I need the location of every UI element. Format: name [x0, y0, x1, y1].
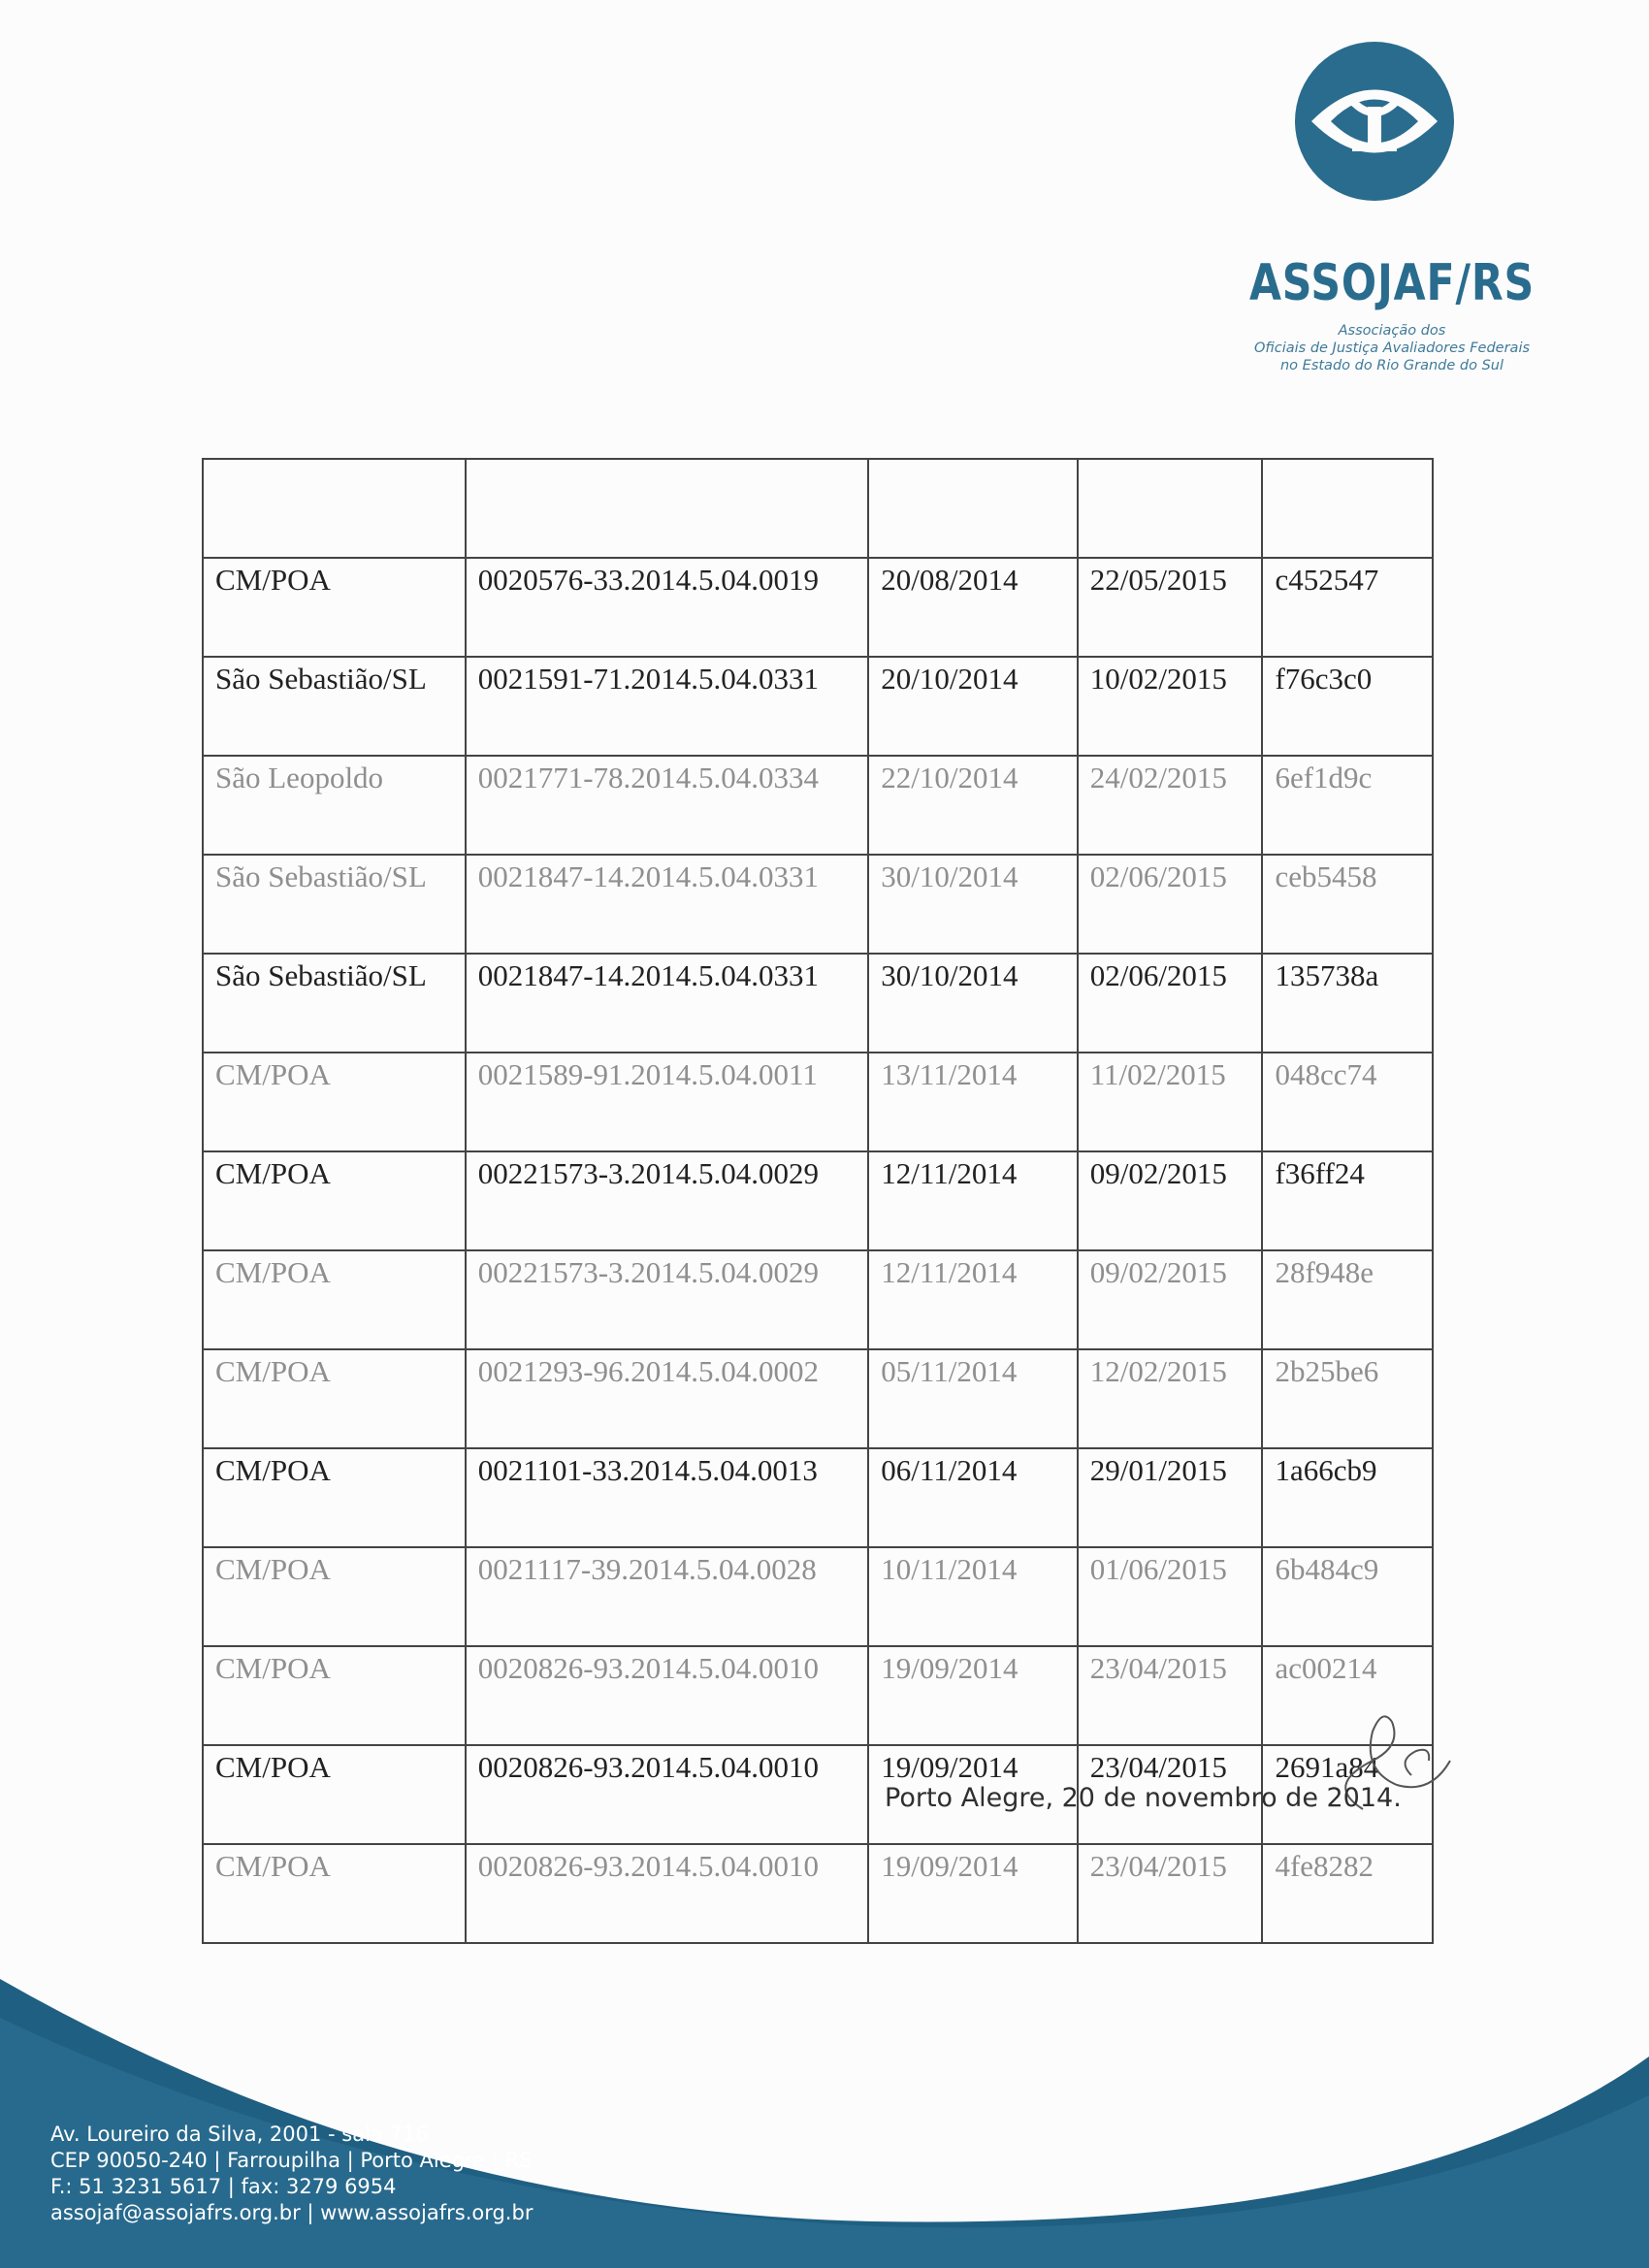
- end-date-cell: 22/05/2015: [1078, 558, 1263, 657]
- place-date-line: Porto Alegre, 20 de novembro de 2014.: [885, 1783, 1402, 1813]
- end-date-cell: 01/06/2015: [1078, 1547, 1263, 1646]
- start-date-cell: 05/11/2014: [868, 1349, 1077, 1448]
- start-date-cell: 06/11/2014: [868, 1448, 1077, 1547]
- start-date-cell: 30/10/2014: [868, 855, 1077, 954]
- table-row: [203, 1448, 1433, 1547]
- table-row: [203, 1349, 1433, 1448]
- header-start-date-cell: [868, 459, 1077, 558]
- start-date-cell: 20/08/2014: [868, 558, 1077, 657]
- org-subtitle-line2: Oficiais de Justiça Avaliadores Federais: [1253, 340, 1531, 356]
- code-cell: 6ef1d9c: [1262, 756, 1433, 855]
- end-date-cell: 11/02/2015: [1078, 1053, 1263, 1151]
- process-number-cell: 0021117-39.2014.5.04.0028: [466, 1547, 869, 1646]
- location-cell: CM/POA: [203, 558, 466, 657]
- footer-contact-links: [50, 2201, 533, 2224]
- code-cell: f36ff24: [1262, 1151, 1433, 1250]
- process-number-cell: 0020826-93.2014.5.04.0010: [466, 1844, 869, 1943]
- code-cell: 2b25be6: [1262, 1349, 1433, 1448]
- table-row: [203, 1547, 1433, 1646]
- start-date-cell: 19/09/2014: [868, 1844, 1077, 1943]
- table-row: [203, 657, 1433, 756]
- location-cell: CM/POA: [203, 1250, 466, 1349]
- process-number-cell: 0021293-96.2014.5.04.0002: [466, 1349, 869, 1448]
- start-date-cell: 12/11/2014: [868, 1250, 1077, 1349]
- footer-phone: F.: 51 3231 5617 | fax: 3279 6954: [50, 2175, 397, 2198]
- end-date-cell: 09/02/2015: [1078, 1151, 1263, 1250]
- code-cell: ac00214: [1262, 1646, 1433, 1745]
- process-number-cell: 0021589-91.2014.5.04.0011: [466, 1053, 869, 1151]
- process-table: [202, 458, 1434, 1944]
- location-cell: São Sebastião/SL: [203, 657, 466, 756]
- location-cell: CM/POA: [203, 1745, 466, 1844]
- process-number-cell: 00221573-3.2014.5.04.0029: [466, 1250, 869, 1349]
- header-end-date-cell: [1078, 459, 1263, 558]
- end-date-cell: 02/06/2015: [1078, 954, 1263, 1053]
- table-row: [203, 954, 1433, 1053]
- table-header-row: [203, 459, 1433, 558]
- process-number-cell: 0020826-93.2014.5.04.0010: [466, 1745, 869, 1844]
- code-cell: 1a66cb9: [1262, 1448, 1433, 1547]
- code-cell: f76c3c0: [1262, 657, 1433, 756]
- process-number-cell: 0021847-14.2014.5.04.0331: [466, 954, 869, 1053]
- table-row: [203, 756, 1433, 855]
- location-cell: CM/POA: [203, 1646, 466, 1745]
- location-cell: CM/POA: [203, 1151, 466, 1250]
- location-cell: CM/POA: [203, 1547, 466, 1646]
- location-cell: CM/POA: [203, 1844, 466, 1943]
- table-row: [203, 855, 1433, 954]
- code-cell: 048cc74: [1262, 1053, 1433, 1151]
- header-location-cell: [203, 459, 466, 558]
- process-number-cell: 00221573-3.2014.5.04.0029: [466, 1151, 869, 1250]
- process-number-cell: 0020576-33.2014.5.04.0019: [466, 558, 869, 657]
- end-date-cell: 02/06/2015: [1078, 855, 1263, 954]
- footer-email-web[interactable]: assojaf@assojafrs.org.br | www.assojafrs.org.br: [50, 2201, 534, 2224]
- table-row: [203, 1151, 1433, 1250]
- process-number-cell: 0021101-33.2014.5.04.0013: [466, 1448, 869, 1547]
- table-row: [203, 1053, 1433, 1151]
- process-number-cell: 0021771-78.2014.5.04.0334: [466, 756, 869, 855]
- start-date-cell: 19/09/2014: [868, 1646, 1077, 1745]
- assojaf-eye-logo-icon: [1292, 39, 1457, 204]
- org-subtitle-line1: Associação dos: [1338, 323, 1446, 339]
- end-date-cell: 23/04/2015: [1078, 1646, 1263, 1745]
- code-cell: 6b484c9: [1262, 1547, 1433, 1646]
- start-date-cell: 19/09/2014: [868, 1745, 1077, 1844]
- start-date-cell: 20/10/2014: [868, 657, 1077, 756]
- header-code-cell: [1262, 459, 1433, 558]
- end-date-cell: 10/02/2015: [1078, 657, 1263, 756]
- table-row: [203, 1646, 1433, 1745]
- table-row: [203, 1250, 1433, 1349]
- location-cell: São Leopoldo: [203, 756, 466, 855]
- location-cell: São Sebastião/SL: [203, 954, 466, 1053]
- end-date-cell: 12/02/2015: [1078, 1349, 1263, 1448]
- location-cell: CM/POA: [203, 1349, 466, 1448]
- end-date-cell: 23/04/2015: [1078, 1745, 1263, 1844]
- start-date-cell: 13/11/2014: [868, 1053, 1077, 1151]
- header-process-number-cell: [466, 459, 869, 558]
- code-cell: ceb5458: [1262, 855, 1433, 954]
- org-subtitle-line3: no Estado do Rio Grande do Sul: [1279, 358, 1504, 373]
- footer-postal: CEP 90050-240 | Farroupilha | Porto Alegre | RS: [50, 2149, 533, 2172]
- start-date-cell: 30/10/2014: [868, 954, 1077, 1053]
- start-date-cell: 22/10/2014: [868, 756, 1077, 855]
- code-cell: 135738a: [1262, 954, 1433, 1053]
- process-number-cell: 0021591-71.2014.5.04.0331: [466, 657, 869, 756]
- code-cell: 28f948e: [1262, 1250, 1433, 1349]
- letterhead-logo: [1198, 39, 1586, 373]
- end-date-cell: 29/01/2015: [1078, 1448, 1263, 1547]
- end-date-cell: 23/04/2015: [1078, 1844, 1263, 1943]
- location-cell: CM/POA: [203, 1448, 466, 1547]
- process-number-cell: 0021847-14.2014.5.04.0331: [466, 855, 869, 954]
- code-cell: 4fe8282: [1262, 1844, 1433, 1943]
- code-cell: 2691a84: [1262, 1745, 1433, 1844]
- footer-address: Av. Loureiro da Silva, 2001 - sala 716: [50, 2122, 429, 2146]
- start-date-cell: 12/11/2014: [868, 1151, 1077, 1250]
- code-cell: c452547: [1262, 558, 1433, 657]
- table-row: [203, 1844, 1433, 1943]
- start-date-cell: 10/11/2014: [868, 1547, 1077, 1646]
- process-number-cell: 0020826-93.2014.5.04.0010: [466, 1646, 869, 1745]
- table-row: [203, 558, 1433, 657]
- org-name: ASSOJAF/RS: [1248, 254, 1536, 312]
- end-date-cell: 09/02/2015: [1078, 1250, 1263, 1349]
- location-cell: CM/POA: [203, 1053, 466, 1151]
- location-cell: São Sebastião/SL: [203, 855, 466, 954]
- end-date-cell: 24/02/2015: [1078, 756, 1263, 855]
